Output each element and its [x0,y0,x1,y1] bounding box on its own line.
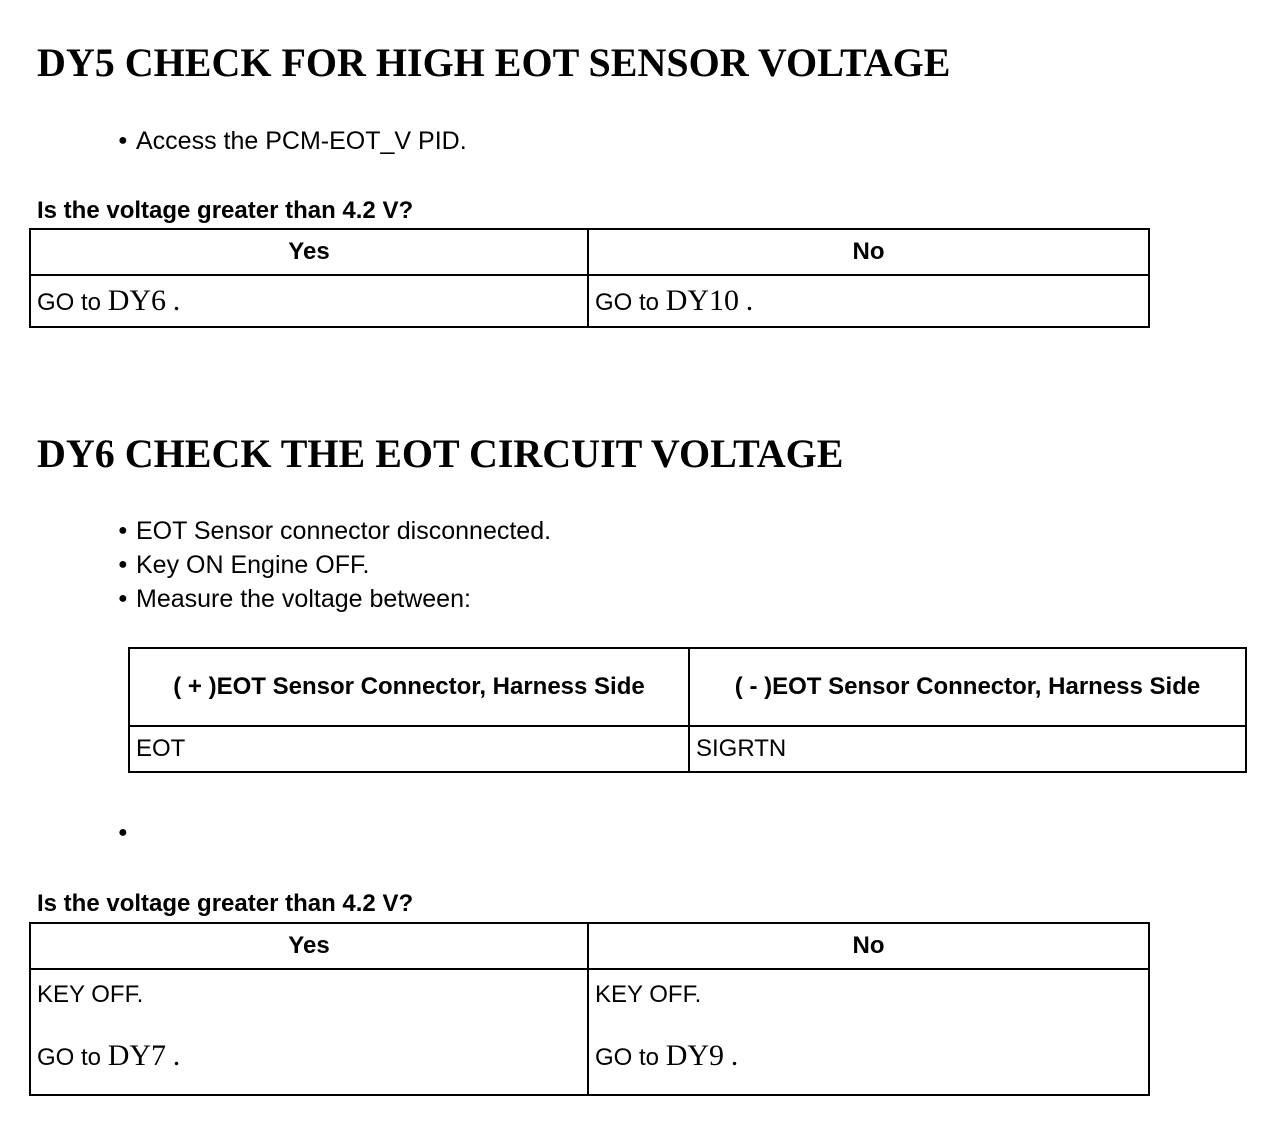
table-row [129,726,1246,772]
list-item: ● EOT Sensor connector disconnected. [118,514,551,548]
cell-negative-pin: SIGRTN [689,726,1246,772]
result-table-dy5 [29,228,1150,328]
bullet-icon: ● [118,824,128,841]
header-negative-terminal: ( - )EOT Sensor Connector, Harness Side [689,648,1246,726]
header-no: No [588,229,1149,275]
list-item [118,816,136,850]
step-list-dy6 [118,514,551,616]
question-dy5: Is the voltage greater than 4.2 V? [37,197,414,224]
cell-no: GO to DY10 . [588,275,1149,327]
header-positive-terminal: ( + )EOT Sensor Connector, Harness Side [129,648,689,726]
bullet-icon: ● [118,590,128,607]
action-text: KEY OFF. [37,981,144,1008]
table-header-row [129,648,1246,726]
section-title-dy6: DY6 CHECK THE EOT CIRCUIT VOLTAGE [37,431,844,476]
cell-yes: KEY OFF. GO to DY7 . [30,969,588,1095]
table-header-row [30,923,1149,969]
cell-yes: GO to DY6 . [30,275,588,327]
bullet-icon: ● [118,132,128,149]
bullet-icon: ● [118,556,128,573]
action-text: KEY OFF. [595,981,702,1008]
bullet-icon: ● [118,522,128,539]
link-dy6[interactable]: DY6 [107,284,167,317]
cell-no: KEY OFF. GO to DY9 . [588,969,1149,1095]
header-yes: Yes [30,923,588,969]
header-yes: Yes [30,229,588,275]
section-title-dy5: DY5 CHECK FOR HIGH EOT SENSOR VOLTAGE [37,40,951,85]
result-table-dy6 [29,922,1150,1096]
table-header-row [30,229,1149,275]
measurement-table [128,647,1247,773]
link-dy9[interactable]: DY9 [665,1039,725,1072]
list-item: ● Access the PCM-EOT_V PID. [118,124,467,158]
header-no: No [588,923,1149,969]
step-list-dy5 [118,124,467,158]
link-dy10[interactable]: DY10 [665,284,740,317]
table-row [30,275,1149,327]
list-item: ● Measure the voltage between: [118,582,551,616]
link-dy7[interactable]: DY7 [107,1039,167,1072]
list-item: ● Key ON Engine OFF. [118,548,551,582]
empty-step-list [118,816,136,850]
question-dy6: Is the voltage greater than 4.2 V? [37,890,414,917]
cell-positive-pin: EOT [129,726,689,772]
table-row [30,969,1149,1095]
